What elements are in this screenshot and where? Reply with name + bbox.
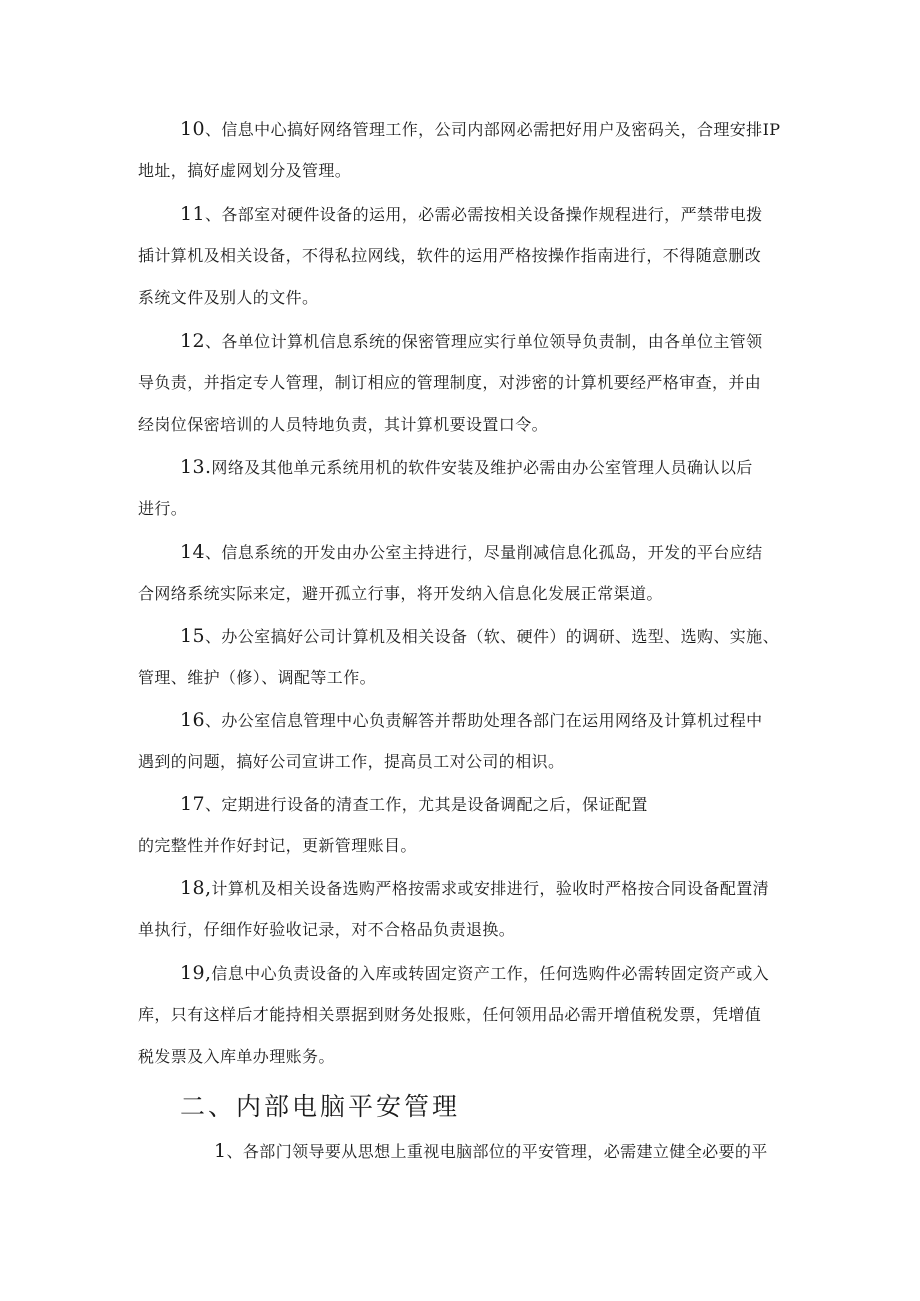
paragraph-number: 10 bbox=[180, 118, 205, 140]
paragraph-text: 计算机及相关设备选购严格按需求或安排进行，验收时严格按合同设备配置清 bbox=[211, 879, 770, 898]
paragraph-11-line-1 bbox=[180, 203, 763, 226]
paragraph-number: 15 bbox=[180, 625, 205, 647]
paragraph-number: 12 bbox=[180, 330, 205, 352]
paragraph-17-line-2: 的完整性并作好封记，更新管理账目。 bbox=[138, 836, 417, 855]
paragraph-text: 、定期进行设备的清查工作，尤其是设备调配之后，保证配置 bbox=[204, 795, 648, 814]
paragraph-17-line-1 bbox=[180, 793, 648, 816]
paragraph-text: 网络及其他单元系统用机的软件安装及维护必需由办公室管理人员确认以后 bbox=[211, 458, 753, 477]
paragraph-text: 、各单位计算机信息系统的保密管理应实行单位领导负责制，由各单位主管领 bbox=[204, 332, 763, 351]
paragraph-number: 13. bbox=[180, 456, 212, 478]
paragraph-19-line-2: 库，只有这样后才能持相关票据到财务处报账，任何领用品必需开增值税发票，凭增值 bbox=[138, 1005, 762, 1024]
paragraph-text: 、办公室搞好公司计算机及相关设备（软、硬件）的调研、选型、选购、实施、 bbox=[204, 627, 779, 646]
paragraph-text: 、各部室对硬件设备的运用，必需必需按相关设备操作规程进行，严禁带电拨 bbox=[204, 205, 763, 224]
paragraph-19-line-1 bbox=[180, 962, 769, 985]
paragraph-18-line-2: 单执行，仔细作好验收记录，对不合格品负责退换。 bbox=[138, 920, 516, 939]
paragraph-12-line-1 bbox=[180, 330, 763, 353]
paragraph-text: 、信息系统的开发由办公室主持进行，尽量削减信息化孤岛，开发的平台应结 bbox=[204, 543, 763, 562]
paragraph-number: 14 bbox=[180, 541, 205, 563]
paragraph-text: 、各部门领导要从思想上重视电脑部位的平安管理，必需建立健全必要的平 bbox=[226, 1142, 768, 1161]
paragraph-18-line-1 bbox=[180, 877, 769, 900]
paragraph-number: 11 bbox=[180, 203, 205, 225]
paragraph-number: 19, bbox=[180, 962, 212, 984]
paragraph-number: 17 bbox=[180, 793, 205, 815]
paragraph-11-line-2: 插计算机及相关设备，不得私拉网线，软件的运用严格按操作指南进行，不得随意删改 bbox=[138, 246, 762, 265]
paragraph-number: 16 bbox=[180, 709, 205, 731]
paragraph-14-line-2: 合网络系统实际来定，避开孤立行事，将开发纳入信息化发展正常渠道。 bbox=[138, 584, 663, 603]
paragraph-10-line-2: 地址，搞好虚网划分及管理。 bbox=[138, 161, 352, 180]
section-2-paragraph-1-line-1 bbox=[214, 1140, 768, 1163]
paragraph-16-line-2: 遇到的问题，搞好公司宣讲工作，提高员工对公司的相识。 bbox=[138, 752, 565, 771]
paragraph-text: 、信息中心搞好网络管理工作，公司内部网必需把好用户及密码关，合理安排IP bbox=[204, 120, 781, 139]
paragraph-text: 、办公室信息管理中心负责解答并帮助处理各部门在运用网络及计算机过程中 bbox=[204, 711, 763, 730]
section-heading: 二、内部电脑平安管理 bbox=[180, 1092, 461, 1121]
paragraph-12-line-3: 经岗位保密培训的人员特地负责，其计算机要设置口令。 bbox=[138, 415, 549, 434]
paragraph-text: 信息中心负责设备的入库或转固定资产工作，任何选购件必需转固定资产或入 bbox=[211, 964, 770, 983]
paragraph-13-line-1 bbox=[180, 456, 753, 479]
paragraph-12-line-2: 导负责，并指定专人管理，制订相应的管理制度，对涉密的计算机要经严格审查，并由 bbox=[138, 373, 762, 392]
paragraph-10-line-1 bbox=[180, 118, 780, 141]
paragraph-number: 18, bbox=[180, 877, 212, 899]
paragraph-11-line-3: 系统文件及别人的文件。 bbox=[138, 288, 319, 307]
paragraph-15-line-1 bbox=[180, 625, 779, 648]
paragraph-15-line-2: 管理、维护（修）、调配等工作。 bbox=[138, 668, 377, 687]
paragraph-19-line-3: 税发票及入库单办理账务。 bbox=[138, 1047, 335, 1066]
paragraph-13-line-2: 进行。 bbox=[138, 499, 188, 518]
paragraph-number: 1 bbox=[214, 1140, 227, 1162]
paragraph-16-line-1 bbox=[180, 709, 763, 732]
paragraph-14-line-1 bbox=[180, 541, 763, 564]
